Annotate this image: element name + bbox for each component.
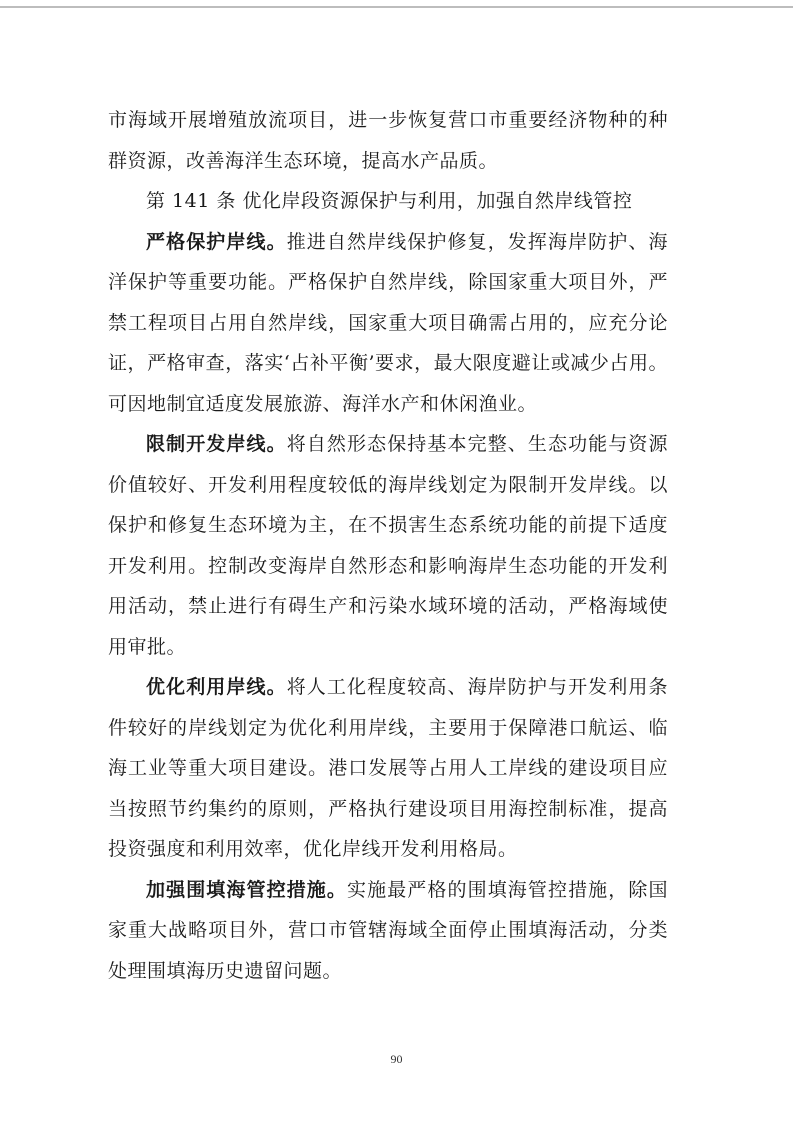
paragraph-text: 将自然形态保持基本完整、生态功能与资源价值较好、开发利用程度较低的海岸线划定为限制开发岸线。以保护和修复生态环境为主，在不损害生态系统功能的前提下适度开发利用。控制改变海岸自然形态和影响海岸生态功能的开发利用活动，禁止进行有碍生产和污染水域环境的活动，严格海域使用审批。	[108, 433, 668, 658]
page-number: 90	[390, 1052, 403, 1066]
paragraph-lead: 严格保护岸线。	[146, 230, 287, 253]
document-body	[108, 100, 668, 991]
paragraph-text: 推进自然岸线保护修复，发挥海岸防护、海洋保护等重要功能。严格保护自然岸线，除国家重大项目外，严禁工程项目占用自然岸线，国家重大项目确需占用的，应充分论证，严格审查，落实‘占补平衡’要求，最大限度避让或减少占用。可因地制宜适度发展旅游、海洋水产和休闲渔业。	[108, 230, 668, 415]
paragraph-continuation	[108, 100, 668, 181]
paragraph-strict-protection	[108, 222, 668, 425]
paragraph-text: 市海域开展增殖放流项目，进一步恢复营口市重要经济物种的种群资源，改善海洋生态环境，提高水产品质。	[108, 109, 668, 172]
paragraph-lead: 优化利用岸线。	[146, 676, 287, 698]
paragraph-lead: 加强围填海管控措施。	[146, 878, 347, 901]
paragraph-text: 将人工化程度较高、海岸防护与开发利用条件较好的岸线划定为优化利用岸线，主要用于保障港口航运、临海工业等重大项目建设。港口发展等占用人工岸线的建设项目应当按照节约集约的原则，严格执行建设项目用海控制标准，提高投资强度和利用效率，优化岸线开发利用格局。	[108, 676, 668, 860]
paragraph-optimized-use	[108, 667, 668, 870]
paragraph-text: 实施最严格的围填海管控措施，除国家重大战略项目外，营口市管辖海域全面停止围填海活动，分类处理围填海历史遗留问题。	[108, 878, 668, 982]
paragraph-text: 第 141 条 优化岸段资源保护与利用，加强自然岸线管控	[146, 190, 633, 212]
scan-top-rule	[0, 6, 793, 8]
paragraph-restricted-development	[108, 424, 668, 667]
paragraph-reclamation-control	[108, 870, 668, 992]
paragraph-lead: 限制开发岸线。	[146, 433, 287, 455]
article-heading	[108, 181, 668, 222]
